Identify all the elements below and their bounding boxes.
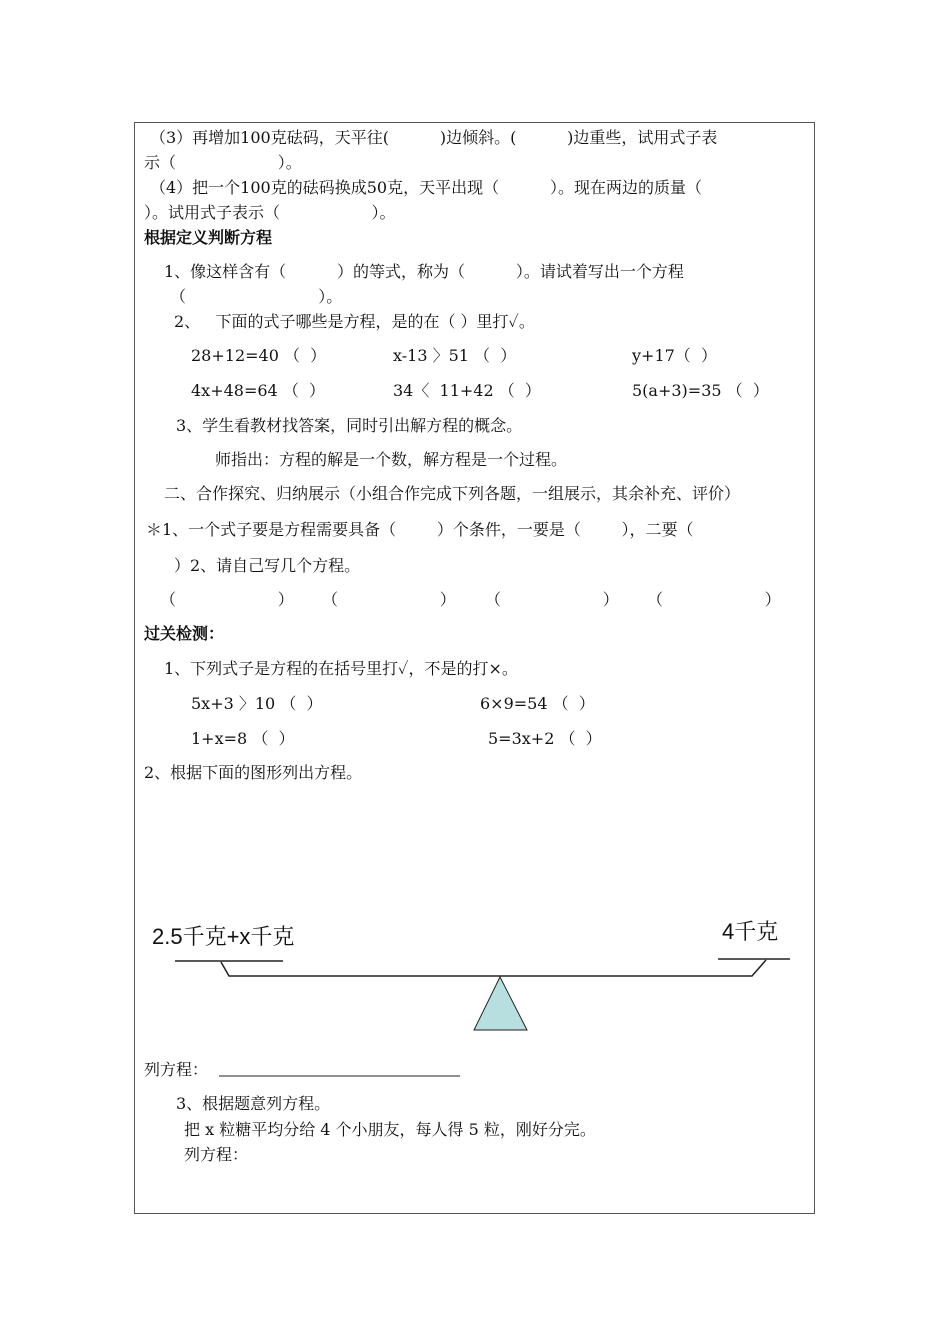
- def-question-1-line-1: 1、像这样含有（ ）的等式，称为（ ）。请试着写出一个方程: [164, 262, 684, 281]
- q3-line-2: 示（ ）。: [144, 153, 302, 172]
- check-question-3-answer-label: 列方程：: [184, 1145, 249, 1164]
- def-item-6: 5(a+3)=35 （ ）: [632, 381, 769, 400]
- check-question-3-text: 把 x 粒糖平均分给 4 个小朋友，每人得 5 粒，刚好分完。: [184, 1120, 596, 1139]
- def-question-2: 2、 下面的式子哪些是方程，是的在（ ）里打✓。: [174, 312, 535, 331]
- def-item-1: 28+12=40 （ ）: [191, 346, 327, 365]
- scale-left-label: 2.5千克+x千克: [152, 924, 295, 949]
- check-item-3: 1+x=8 （ ）: [191, 729, 295, 748]
- def-question-3: 3、学生看教材找答案，同时引出解方程的概念。: [176, 416, 523, 435]
- coop-blank-4: （ ）: [647, 590, 781, 609]
- heading-check: 过关检测：: [144, 624, 225, 643]
- scale-beam: [221, 960, 766, 976]
- q4-line-1: （4）把一个100克的砝码换成50克，天平出现（ ）。现在两边的质量（: [150, 178, 702, 197]
- teacher-note: 师指出：方程的解是一个数，解方程是一个过程。: [215, 450, 568, 469]
- def-item-2: x-13 〉51 （ ）: [393, 346, 517, 365]
- def-item-3: y+17（ ）: [632, 346, 717, 365]
- fulcrum-triangle: [474, 977, 527, 1030]
- heading-definition: 根据定义判断方程: [144, 228, 273, 247]
- coop-blank-2: （ ）: [322, 590, 456, 609]
- scale-right-label: 4千克: [722, 919, 779, 944]
- coop-blank-1: （ ）: [160, 590, 294, 609]
- check-item-1: 5x+3 〉10 （ ）: [191, 694, 323, 713]
- def-question-1-line-2: （ ）。: [170, 287, 343, 306]
- check-item-2: 6×9=54 （ ）: [480, 694, 595, 713]
- coop-question-2: ）2、请自己写几个方程。: [174, 556, 361, 575]
- section-2-title: 二、合作探究、归纳展示（小组合作完成下列各题，一组展示，其余补充、评价）: [164, 484, 741, 503]
- q4-line-2: ）。试用式子表示（ ）。: [144, 203, 396, 222]
- def-item-4: 4x+48=64 （ ）: [191, 381, 325, 400]
- check-question-2: 2、根据下面的图形列出方程。: [144, 763, 363, 782]
- check-question-1: 1、下列式子是方程的在括号里打✓，不是的打×。: [164, 659, 518, 678]
- coop-blank-3: （ ）: [485, 590, 619, 609]
- check-item-4: 5=3x+2 （ ）: [488, 729, 602, 748]
- q3-line-1: （3）再增加100克砝码，天平往( )边倾斜。( )边重些，试用式子表: [150, 128, 718, 147]
- check-question-3: 3、根据题意列方程。: [176, 1094, 331, 1113]
- equation-label: 列方程：: [144, 1060, 209, 1079]
- coop-question-1: ＊1、一个式子要是方程需要具备（ ）个条件，一要是（ ），二要（: [146, 520, 694, 539]
- def-item-5: 34〈 11+42 （ ）: [393, 381, 541, 400]
